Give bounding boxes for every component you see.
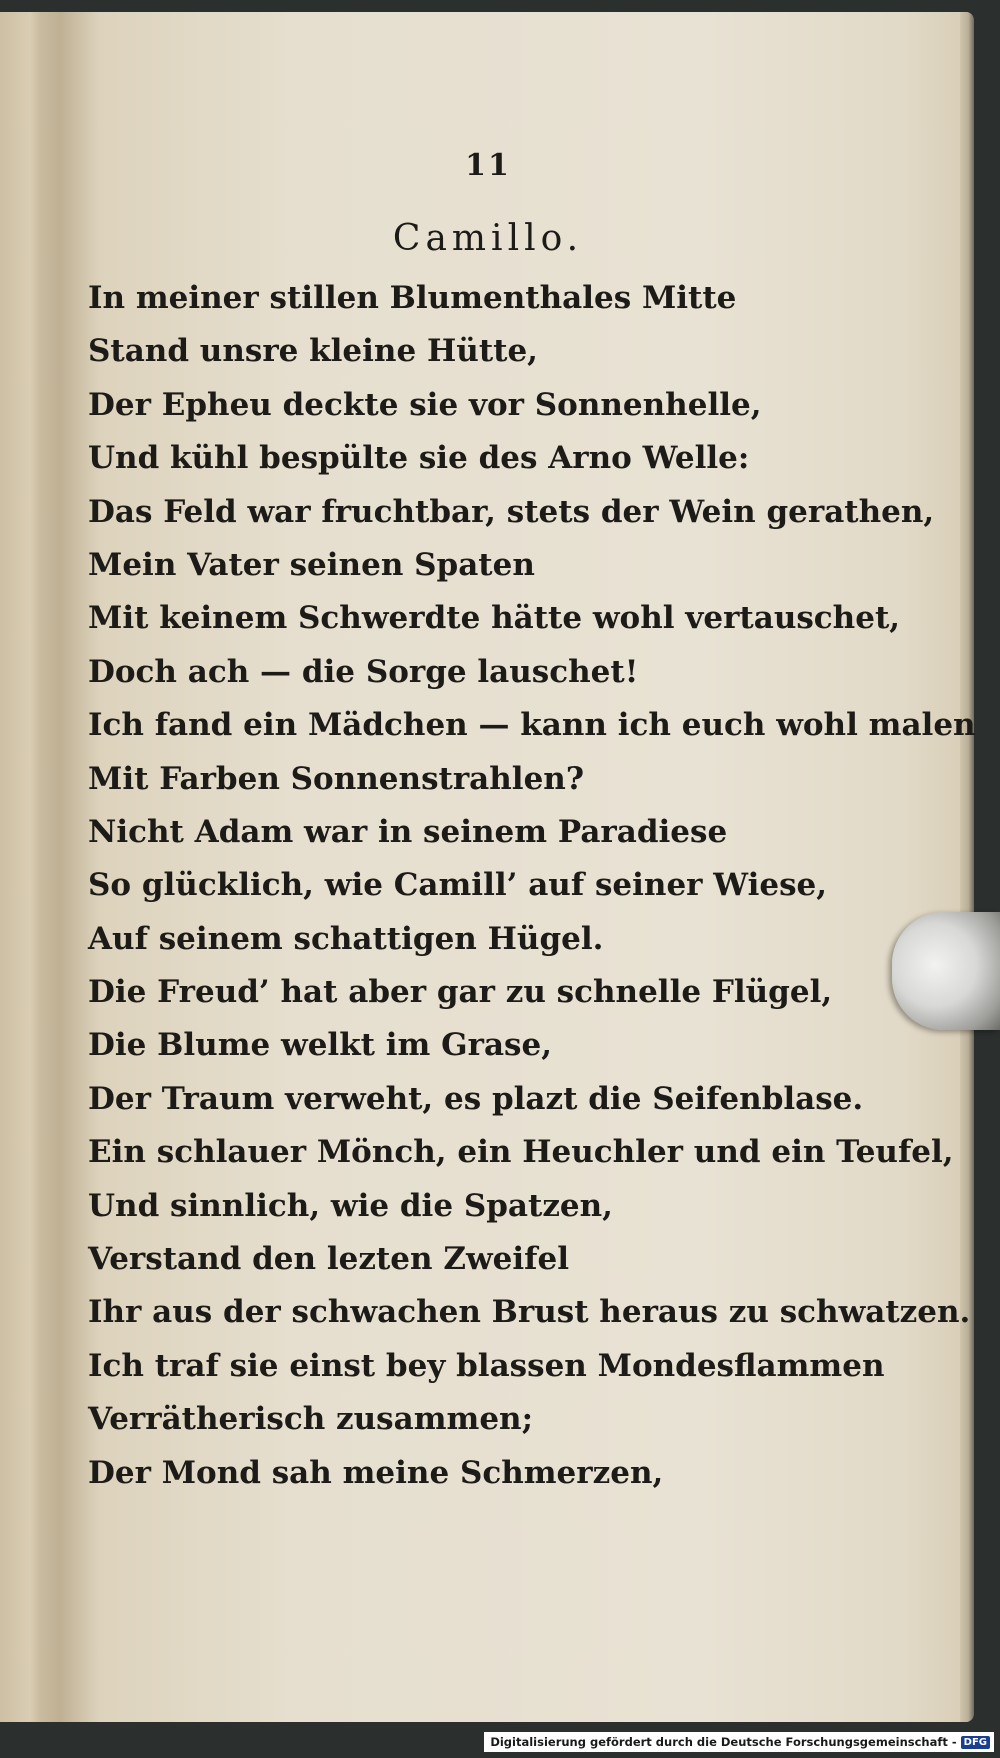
verse-line: Die Blume welkt im Grase,	[88, 1027, 553, 1064]
verse-line: Mit Farben Sonnenstrahlen?	[88, 760, 584, 797]
verse-line: Ihr aus der schwachen Brust heraus zu schwatzen.	[88, 1294, 971, 1331]
verse-line: Ich fand ein Mädchen — kann ich euch wohl malen	[88, 707, 976, 744]
poem-verses	[88, 272, 976, 1500]
verse-line: So glücklich, wie Camill’ auf seiner Wiese,	[88, 867, 828, 904]
verse-line: Der Traum verweht, es plazt die Seifenblase.	[88, 1080, 864, 1117]
poem-title: Camillo.	[392, 218, 584, 259]
digitization-credit	[484, 1732, 994, 1752]
verse-line: Verrätherisch zusammen;	[88, 1401, 534, 1438]
verse-line: Mit keinem Schwerdte hätte wohl vertauschet,	[88, 600, 901, 637]
verse-line: Mein Vater seinen Spaten	[88, 546, 535, 583]
verse-line: Verstand den lezten Zweifel	[88, 1241, 569, 1278]
verse-line: Der Epheu deckte sie vor Sonnenhelle,	[88, 386, 762, 423]
verse-line: Der Mond sah meine Schmerzen,	[88, 1454, 664, 1491]
verse-line: Die Freud’ hat aber gar zu schnelle Flügel,	[88, 974, 833, 1011]
page-number: 11	[465, 148, 511, 183]
dfg-logo: DFG	[961, 1736, 990, 1749]
verse-line: Auf seinem schattigen Hügel.	[88, 920, 604, 957]
verse-line: Ich traf sie einst bey blassen Mondesflammen	[88, 1347, 885, 1384]
verse-line: Ein schlauer Mönch, ein Heuchler und ein Teufel,	[88, 1134, 954, 1171]
verse-line: Stand unsre kleine Hütte,	[88, 333, 538, 370]
credit-text: Digitalisierung gefördert durch die Deutsche Forschungsgemeinschaft -	[490, 1735, 957, 1749]
verse-line: Doch ach — die Sorge lauschet!	[88, 653, 639, 690]
verse-line: Und kühl bespülte sie des Arno Welle:	[88, 440, 750, 477]
verse-line: In meiner stillen Blumenthales Mitte	[88, 280, 737, 316]
verse-line: Nicht Adam war in seinem Paradiese	[88, 813, 728, 850]
verse-line: Und sinnlich, wie die Spatzen,	[88, 1187, 613, 1224]
verse-line: Das Feld war fruchtbar, stets der Wein gerathen,	[88, 493, 935, 530]
